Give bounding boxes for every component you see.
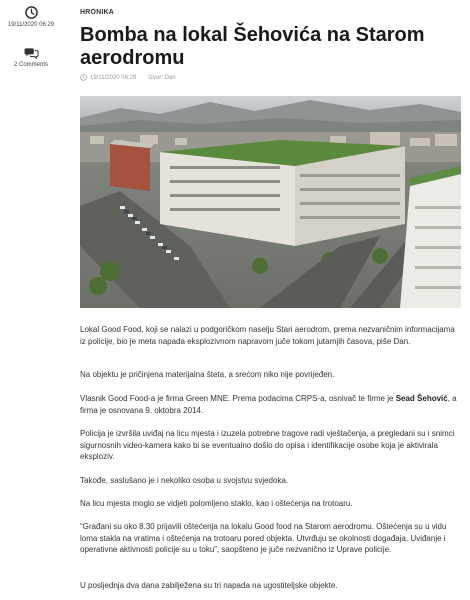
paragraph: Policija je izvršila uviđaj na licu mjesta i izuzela potrebne tragove radi vještačenja, a pregledani su i snimci sigurnosnih video-kamera kako bi se eventualno došlo do opisa i identifikacije osobe koja je aktivirala eksploziv. [80,429,455,462]
comments-link[interactable] [0,46,62,68]
meta-source: Izvor: Dan [148,74,176,81]
paragraph-text: Vlasnik Good Food-a je firma Green MNE. Prema podacima CRPS-a, osnivač te firme je [80,394,396,403]
comments-icon [24,46,39,59]
meta-date: 19/11/2020 06:29 [90,74,137,81]
owner-name: Sead Šehović [395,394,448,403]
clock-icon [25,6,38,19]
article-meta [80,74,176,81]
paragraph: Lokal Good Food, koji se nalazi u podgoričkom naselju Stari aerodrom, prema nezvaničnim informacijama iz policije, bio je meta napada eksplozivnom napravom juče tokom jutarnjih časova, piše Dan. [80,325,455,346]
paragraph-text: , a firma je osnovana 9. oktobra 2014. [80,394,457,415]
sidebar-date [0,6,62,28]
paragraph [80,393,458,416]
clock-small-icon [80,74,87,81]
comments-count: 2 Comments [13,62,48,68]
category-label[interactable]: HRONIKA [80,9,115,16]
paragraph: U posljednja dva dana zabilježena su tri napada na ugostiteljske objekte. [80,581,338,590]
paragraph: Na licu mjesta moglo se vidjeti polomljeno staklo, kao i oštećenja na trotoaru. [80,499,353,508]
paragraph: Takođe, saslušano je i nekoliko osoba u svojstvu svjedoka. [80,476,289,485]
paragraph: Na objektu je pričinjena materijalna šteta, a srećom niko nije povrijeđen. [80,370,335,379]
sidebar-date-text: 19/11/2020 06:29 [7,22,55,28]
article-photo [80,96,461,308]
article-title: Bomba na lokal Šehovića na Starom aerodromu [80,24,425,69]
paragraph: “Građani su oko 8.30 prijavili oštećenja na lokalu Good food na Starom aerodromu. Oštećenja su u vidu loma stakla na vratima i oštećenja na trotoaru pored objekta. Utvrđuju se okolnosti događaja. Uviđanje i operativne aktivnosti policije su u toku”, saopšteno je juče nezvanično iz Uprave policije. [80,522,447,555]
